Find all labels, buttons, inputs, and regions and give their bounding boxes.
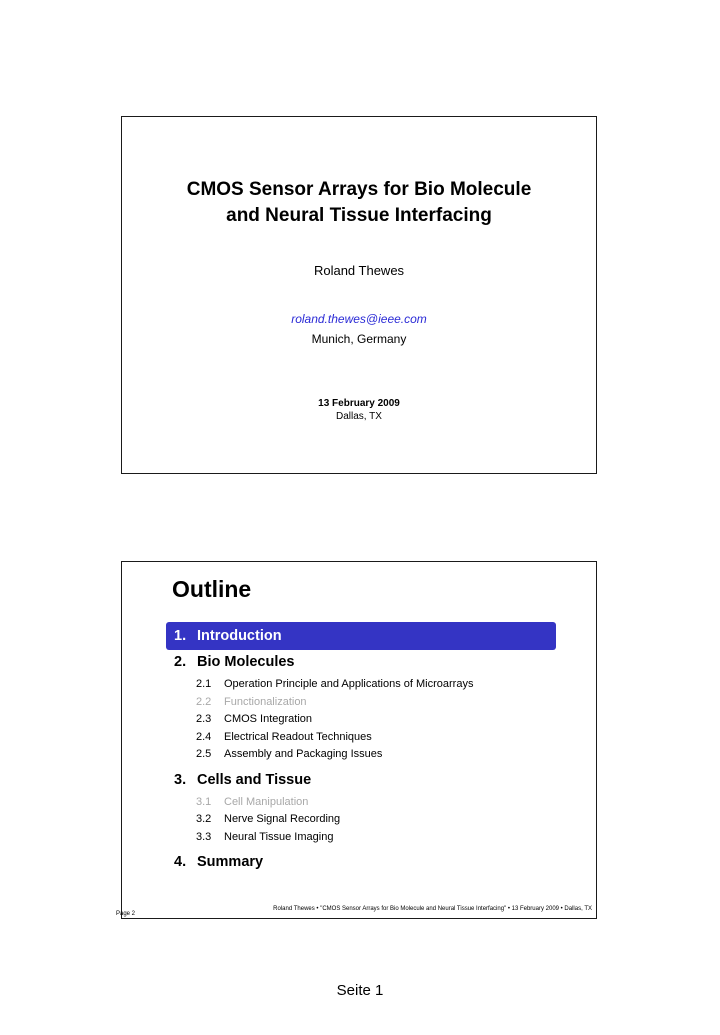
outline-item-summary <box>166 850 556 874</box>
outline-item-cells-and-tissue <box>166 768 556 792</box>
outline-subitem-label: Nerve Signal Recording <box>224 813 341 825</box>
author-location: Munich, Germany <box>311 332 407 346</box>
outline-item-number: 4. <box>174 854 187 870</box>
slide-footer: Roland Thewes • "CMOS Sensor Arrays for Bio Molecule and Neural Tissue Interfacing" • 13 February 2009 • Dallas, TX <box>273 906 592 912</box>
outline-subitem-label: Assembly and Packaging Issues <box>224 748 383 760</box>
outline-item-number: 2. <box>174 654 187 670</box>
presentation-date: 13 February 2009 <box>318 398 400 409</box>
outline-subitem-number: 2.5 <box>196 748 212 760</box>
slide-title-line-2: and Neural Tissue Interfacing <box>226 205 492 226</box>
outline-slide <box>116 561 597 919</box>
outline-list <box>166 622 556 874</box>
slide-title-line-1: CMOS Sensor Arrays for Bio Molecule <box>186 179 532 200</box>
outline-subitem-label: CMOS Integration <box>224 713 313 725</box>
outline-subitem-number: 3.3 <box>196 830 212 843</box>
outline-subitem-number: 3.2 <box>196 813 212 825</box>
page-footer: Seite 1 <box>336 982 384 999</box>
outline-subitem-number: 2.4 <box>196 730 212 743</box>
outline-subitem <box>166 811 556 829</box>
outline-item-bio-molecules <box>166 650 556 674</box>
outline-item-number: 3. <box>174 771 187 788</box>
outline-subitem-number: 2.3 <box>196 713 212 725</box>
outline-sublist-bio-molecules <box>166 676 556 764</box>
outline-subitem-number: 2.1 <box>196 678 212 690</box>
outline-subitem <box>166 729 556 747</box>
title-slide <box>121 116 597 474</box>
outline-subitem <box>166 711 556 729</box>
outline-subitem <box>166 746 556 764</box>
outline-subitem-number: 2.2 <box>196 695 212 708</box>
outline-subitem-label: Neural Tissue Imaging <box>224 830 334 843</box>
author-name: Roland Thewes <box>313 263 405 278</box>
outline-sublist-cells-and-tissue <box>166 794 556 847</box>
presentation-place: Dallas, TX <box>336 411 382 422</box>
outline-subitem-label: Cell Manipulation <box>224 795 309 808</box>
outline-subitem <box>166 676 556 694</box>
outline-subitem <box>166 694 556 712</box>
outline-item-label: Introduction <box>197 628 282 644</box>
outline-item-label: Bio Molecules <box>197 654 295 670</box>
outline-subitem <box>166 829 556 847</box>
outline-subitem-label: Operation Principle and Applications of Microarrays <box>224 678 474 690</box>
outline-subitem-label: Functionalization <box>224 695 307 708</box>
outline-item-introduction <box>166 622 556 650</box>
outline-subitem-number: 3.1 <box>196 795 212 808</box>
outline-item-label: Cells and Tissue <box>197 771 312 788</box>
outline-item-label: Summary <box>197 854 264 870</box>
author-email-link[interactable]: roland.thewes@ieee.com <box>291 312 427 326</box>
slide-page-number: Page 2 <box>116 911 136 917</box>
outline-heading: Outline <box>172 576 252 602</box>
outline-item-number: 1. <box>174 628 187 644</box>
outline-subitem-label: Electrical Readout Techniques <box>224 730 372 743</box>
slide-title <box>122 177 596 229</box>
outline-subitem <box>166 794 556 812</box>
